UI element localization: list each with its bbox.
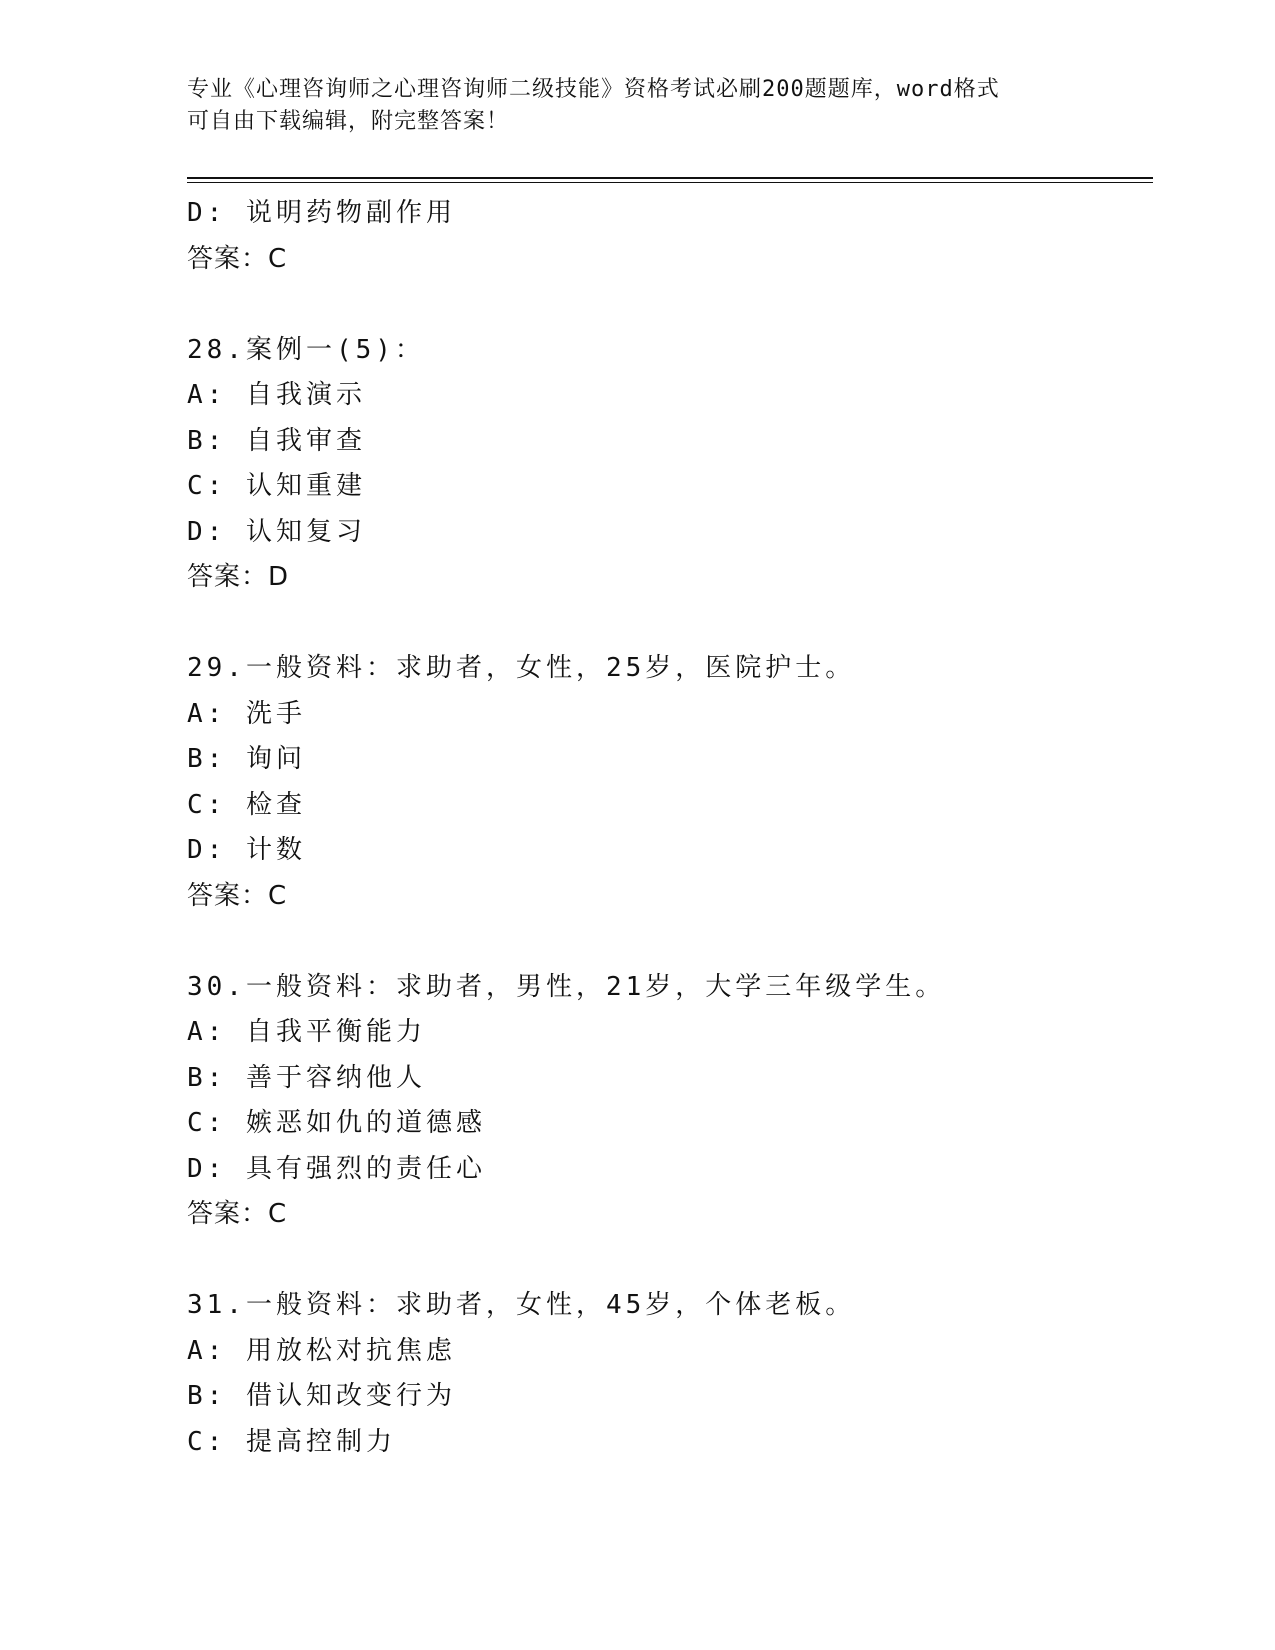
question-block-31 bbox=[187, 1283, 1153, 1465]
option-b: B: 询问 bbox=[187, 744, 306, 774]
answer-line: 答案：C bbox=[187, 1199, 288, 1229]
option-c: C: 认知重建 bbox=[187, 471, 366, 501]
answer-line: 答案：C bbox=[187, 243, 288, 274]
spacer bbox=[187, 601, 1153, 647]
option-d: D: 认知复习 bbox=[187, 516, 366, 547]
option-d: D: 计数 bbox=[187, 835, 306, 865]
document-header bbox=[187, 74, 1087, 138]
option-b: B: 善于容纳他人 bbox=[187, 1062, 426, 1093]
question-stem: 29.一般资料：求助者，女性，25岁，医院护士。 bbox=[187, 653, 856, 683]
header-title-line-1: 专业《心理咨询师之心理咨询师二级技能》资格考试必刷200题题库，word格式 bbox=[187, 77, 1000, 102]
question-block-30 bbox=[187, 965, 1153, 1238]
question-stem: 30.一般资料：求助者，男性，21岁，大学三年级学生。 bbox=[187, 971, 946, 1002]
question-block-29 bbox=[187, 646, 1153, 919]
header-divider-thin bbox=[187, 182, 1153, 183]
option-d: D: 具有强烈的责任心 bbox=[187, 1153, 486, 1184]
question-stem: 31.一般资料：求助者，女性，45岁，个体老板。 bbox=[187, 1290, 856, 1320]
option-a: A: 用放松对抗焦虑 bbox=[187, 1335, 456, 1366]
option-a: A: 自我平衡能力 bbox=[187, 1017, 426, 1047]
option-c: C: 提高控制力 bbox=[187, 1426, 396, 1457]
option-b: B: 自我审查 bbox=[187, 425, 366, 456]
option-b: B: 借认知改变行为 bbox=[187, 1381, 456, 1411]
option-a: A: 洗手 bbox=[187, 698, 306, 729]
option-d: D: 说明药物副作用 bbox=[187, 198, 456, 228]
option-c: C: 检查 bbox=[187, 789, 306, 820]
answer-line: 答案：D bbox=[187, 562, 290, 592]
spacer bbox=[187, 919, 1153, 965]
option-c: C: 嫉恶如仇的道德感 bbox=[187, 1108, 486, 1138]
question-list bbox=[187, 191, 1153, 1465]
answer-line: 答案：C bbox=[187, 880, 288, 911]
header-title-line-2: 可自由下载编辑，附完整答案！ bbox=[187, 109, 510, 134]
question-block-28 bbox=[187, 328, 1153, 601]
question-stem: 28.案例一(5)： bbox=[187, 334, 425, 365]
option-a: A: 自我演示 bbox=[187, 380, 366, 410]
spacer bbox=[187, 1238, 1153, 1284]
spacer bbox=[187, 282, 1153, 328]
header-divider bbox=[187, 177, 1153, 179]
